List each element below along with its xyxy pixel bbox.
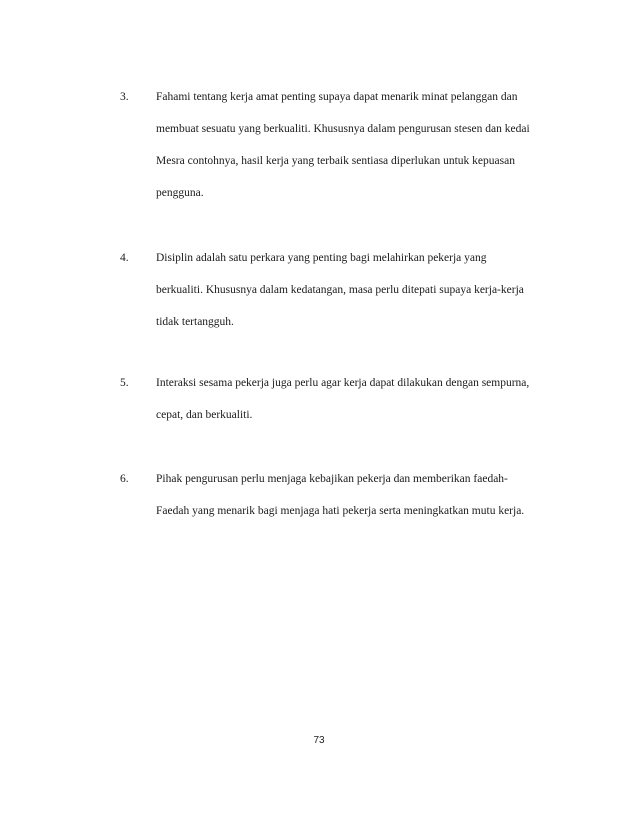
text-line: cepat, dan berkualiti. xyxy=(156,409,253,421)
text-line: Faedah yang menarik bagi menjaga hati pekerja serta meningkatkan mutu kerja. xyxy=(156,505,525,517)
text-line: Mesra contohnya, hasil kerja yang terbaik sentiasa diperlukan untuk kepuasan xyxy=(156,155,515,167)
item-text xyxy=(156,463,576,527)
item-number: 3. xyxy=(120,91,129,103)
text-line: pengguna. xyxy=(156,187,204,199)
item-text xyxy=(156,242,576,338)
text-line: berkualiti. Khususnya dalam kedatangan, masa perlu ditepati supaya kerja-kerja xyxy=(156,284,524,296)
item-number: 6. xyxy=(120,473,129,485)
page-number: 73 xyxy=(313,735,325,746)
text-line: Fahami tentang kerja amat penting supaya dapat menarik minat pelanggan dan xyxy=(156,91,518,103)
item-number: 4. xyxy=(120,252,129,264)
text-line: membuat sesuatu yang berkualiti. Khususnya dalam pengurusan stesen dan kedai xyxy=(156,123,530,135)
text-line: Interaksi sesama pekerja juga perlu agar kerja dapat dilakukan dengan sempurna, xyxy=(156,377,530,389)
text-line: Disiplin adalah satu perkara yang penting bagi melahirkan pekerja yang xyxy=(156,252,487,264)
item-text xyxy=(156,81,576,209)
item-text xyxy=(156,367,576,431)
text-line: Pihak pengurusan perlu menjaga kebajikan pekerja dan memberikan faedah- xyxy=(156,473,508,485)
item-number: 5. xyxy=(120,377,129,389)
text-line: tidak tertangguh. xyxy=(156,316,234,328)
